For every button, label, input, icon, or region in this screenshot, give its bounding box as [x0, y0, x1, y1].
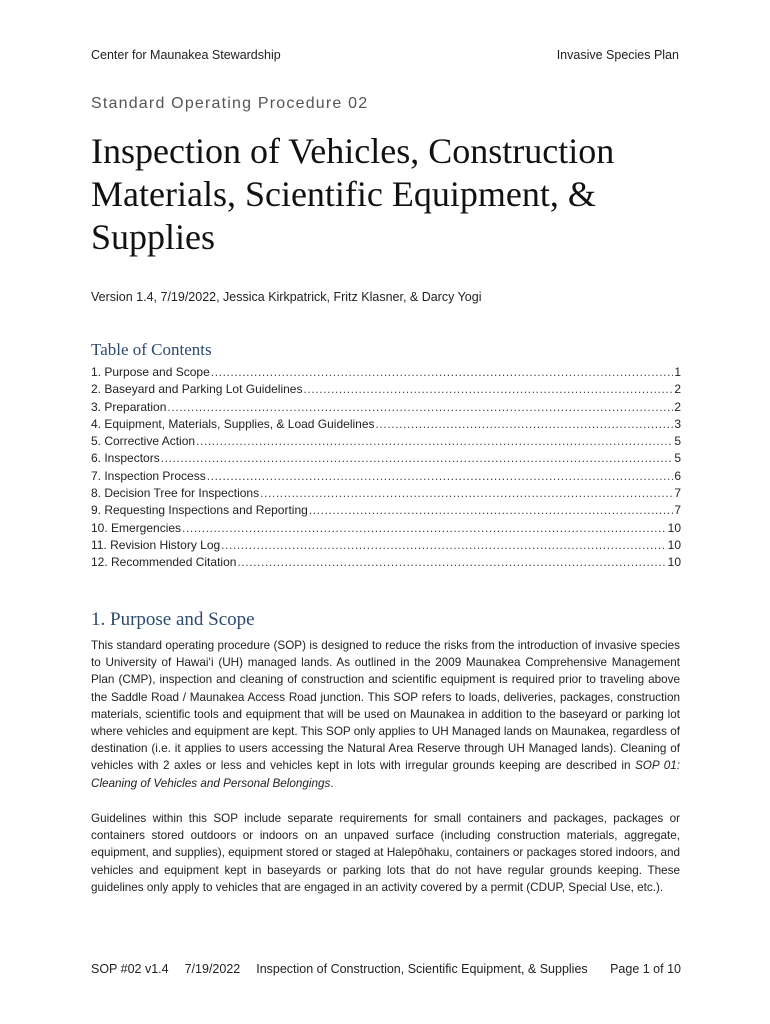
footer-left: [91, 962, 588, 976]
paragraph-text-end: .: [330, 776, 334, 790]
toc-entry-label: 5. Corrective Action: [91, 434, 196, 449]
toc-entry-label: 11. Revision History Log: [91, 537, 221, 552]
toc-entry-label: 8. Decision Tree for Inspections: [91, 486, 260, 501]
toc-entry[interactable]: [91, 503, 681, 520]
toc-entry-page: 10: [667, 555, 681, 570]
document-title: Inspection of Vehicles, Construction Materials, Scientific Equipment, & Supplies: [91, 131, 615, 257]
toc-entry-label: 12. Recommended Citation: [91, 555, 237, 570]
toc-entry-page: 2: [674, 382, 681, 397]
toc-leader: [237, 555, 666, 569]
toc-entry[interactable]: [91, 486, 681, 503]
toc-entry-page: 5: [674, 451, 681, 466]
toc-leader: [221, 538, 666, 552]
toc-entry[interactable]: [91, 434, 681, 451]
toc-entry-page: 6: [674, 468, 681, 483]
toc-entry-label: 9. Requesting Inspections and Reporting: [91, 503, 308, 518]
toc-entry-page: 5: [674, 434, 681, 449]
toc-entry[interactable]: [91, 538, 681, 555]
page-header: [91, 48, 679, 62]
toc-entry-label: 10. Emergencies: [91, 520, 182, 535]
toc-leader: [211, 365, 674, 379]
toc-entry[interactable]: [91, 555, 681, 572]
toc-leader: [167, 400, 673, 414]
toc-entry-label: 2. Baseyard and Parking Lot Guidelines: [91, 382, 303, 397]
toc-entry-page: 7: [674, 503, 681, 518]
toc-entry[interactable]: [91, 400, 681, 417]
body-paragraph: [91, 637, 680, 792]
header-organization: Center for Maunakea Stewardship: [91, 48, 281, 62]
toc-entry-page: 3: [674, 416, 681, 431]
toc-entry[interactable]: [91, 469, 681, 486]
toc-entry-page: 1: [674, 365, 681, 379]
toc-leader: [207, 469, 674, 483]
table-of-contents: [91, 365, 681, 573]
toc-entry[interactable]: [91, 521, 681, 538]
toc-entry-page: 7: [674, 486, 681, 501]
toc-leader: [376, 417, 674, 431]
toc-entry-label: 3. Preparation: [91, 399, 167, 414]
toc-leader: [161, 451, 674, 465]
version-line: Version 1.4, 7/19/2022, Jessica Kirkpatrick, Fritz Klasner, & Darcy Yogi: [91, 290, 482, 304]
toc-entry-page: 10: [667, 520, 681, 535]
toc-entry[interactable]: [91, 451, 681, 468]
footer-doc-id: SOP #02 v1.4: [91, 962, 169, 976]
toc-entry-label: 1. Purpose and Scope: [91, 365, 210, 379]
paragraph-text: This standard operating procedure (SOP) is designed to reduce the risks from the introduction of invasive species to University of Hawaiʻi (UH) managed lands. As outlined in the 2009 Maunakea Comprehensive Management Plan (CMP), inspection and cleaning of construction and scientific equipment is required prior to traveling above the Saddle Road / Maunakea Access Road junction. This SOP refers to loads, deliveries, packages, construction materials, scientific tools and equipment that will be used on Maunakea in addition to the baseyard or parking lot where vehicles and equipment are kept. This SOP only applies to UH Managed lands on Maunakea, regardless of destination (i.e. it applies to users accessing the Natural Area Reserve through UH Managed lands). Cleaning of vehicles with 2 axles or less and vehicles kept in lots with irregular grounds keeping are described in: [91, 639, 680, 773]
footer-date: 7/19/2022: [184, 962, 241, 976]
section-heading: 1. Purpose and Scope: [91, 609, 255, 630]
toc-entry-page: 10: [667, 537, 681, 552]
sop-label: Standard Operating Procedure 02: [91, 95, 369, 112]
sop-reference: SOP 01: Cleaning of Vehicles and Personal Belongings: [91, 759, 681, 790]
toc-entry-label: 6. Inspectors: [91, 451, 160, 466]
toc-leader: [303, 382, 673, 396]
toc-leader: [309, 503, 674, 517]
toc-entry-page: 2: [674, 399, 681, 414]
toc-entry-label: 7. Inspection Process: [91, 468, 206, 483]
toc-entry[interactable]: [91, 382, 681, 399]
header-plan-name: Invasive Species Plan: [556, 48, 679, 62]
toc-heading: Table of Contents: [91, 340, 212, 359]
toc-entry[interactable]: [91, 365, 681, 382]
toc-entry[interactable]: [91, 417, 681, 434]
footer-doc-title: Inspection of Construction, Scientific Equipment, & Supplies: [256, 962, 588, 976]
toc-leader: [182, 521, 667, 535]
body-paragraph: Guidelines within this SOP include separate requirements for small containers and packages, packages or containers stored outdoors or indoors on an unpaved surface (including construction materials, aggregate, equipment, and supplies), equipment stored or staged at Halepōhaku, containers or packages stored indoors, and vehicles and equipment kept in baseyards or parking lots that do not have regular grounds keeping. These guidelines only apply to vehicles that are engaged in an activity covered by a permit (CDUP, Special Use, etc.).: [91, 812, 680, 894]
toc-entry-label: 4. Equipment, Materials, Supplies, & Load Guidelines: [91, 416, 375, 431]
page-footer: [91, 962, 681, 976]
footer-page-number: Page 1 of 10: [610, 962, 681, 976]
toc-leader: [196, 434, 673, 448]
toc-leader: [260, 486, 673, 500]
